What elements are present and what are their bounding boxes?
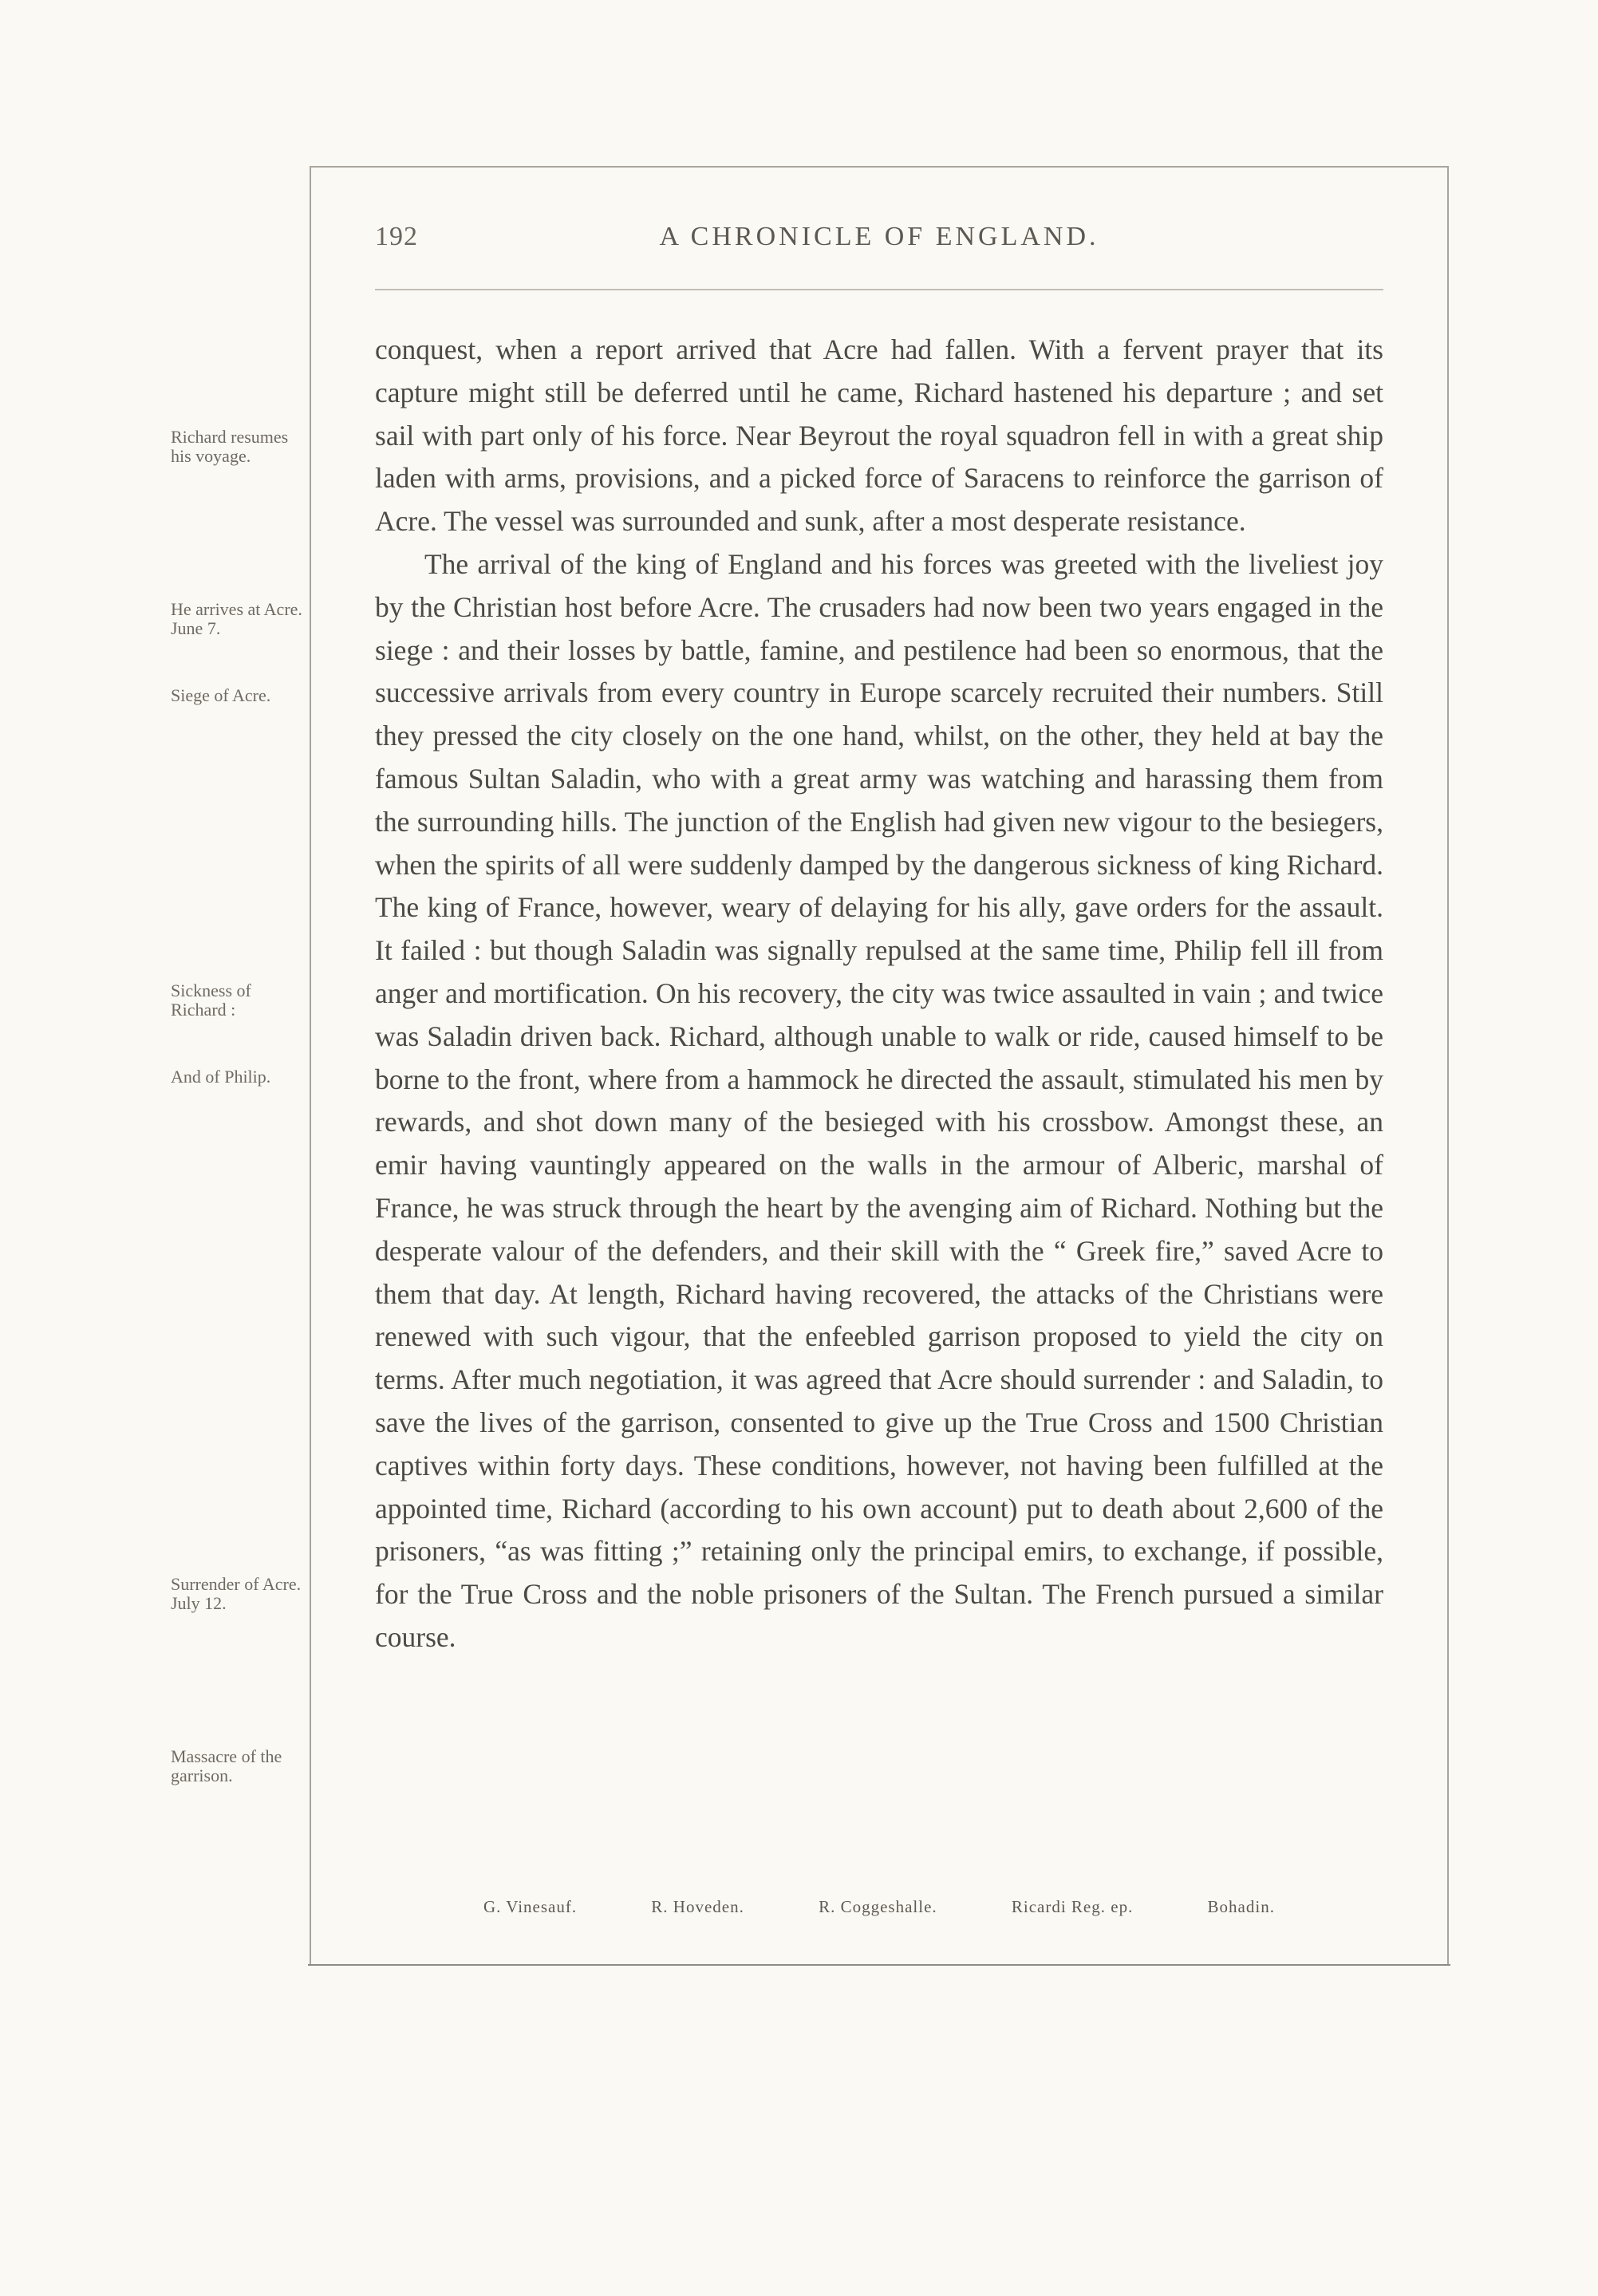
sidenote-surrender-of-acre: Surrender of Acre. July 12. [171,1574,302,1613]
source-citations [375,1897,1383,1917]
sidenote-massacre-of-garrison: Massacre of the garrison. [171,1746,282,1785]
sidenote-siege-of-acre: Siege of Acre. [171,685,271,705]
running-title: A CHRONICLE OF ENGLAND. [659,222,1099,251]
paragraph-2: The arrival of the king of England and his forces was greeted with the liveliest joy by the Christian host before Acre. The crusaders had now been two years engaged in the siege : and their losses by battle, famine, and pestilence had been so enormous, that the successive arrivals from every country in Europe scarcely recruited their numbers. Still they pressed the city closely on the one hand, whilst, on the other, they held at bay the famous Sultan Saladin, who with a great army was watching and harassing them from the surrounding hills. The junction of the English had given new vigour to the besiegers, when the spirits of all were suddenly damped by the dangerous sickness of king Richard. The king of France, however, weary of delaying for his ally, gave orders for the assault. It failed : but though Saladin was signally repulsed at the same time, Philip fell ill from anger and mortification. On his recovery, the city was twice assaulted in vain ; and twice was Saladin driven back. Richard, although unable to walk or ride, caused himself to be borne to the front, where from a hammock he directed the assault, stimulated his men by rewards, and shot down many of the besieged with his crossbow. Amongst these, an emir having vauntingly appeared on the walls in the armour of Alberic, marshal of France, he was struck through the heart by the avenging aim of Richard. Nothing but the desperate valour of the defenders, and their skill with the “ Greek fire,” saved Acre to them that day. At length, Richard having recovered, the attacks of the Christians were renewed with such vigour, that the enfeebled garrison proposed to yield the city on terms. After much negotiation, it was agreed that Acre should surrender : and Saladin, to save the lives of the garrison, consented to give up the True Cross and 1500 Christian captives within forty days. These conditions, however, not having been fulfilled at the appointed time, Richard (according to his own account) put to death about 2,600 of the prisoners, “as was fitting ;” retaining only the principal emirs, to exchange, if possible, for the True Cross and the noble prisoners of the Sultan. The French pursued a similar course. [375,547,1383,1653]
sidenote-sickness-of-richard: Sickness of Richard : [171,980,251,1020]
sidenote-and-of-philip: And of Philip. [171,1067,271,1087]
body-text [375,329,1383,1659]
source-citation: R. Coggeshalle. [819,1897,937,1916]
source-citation: R. Hoveden. [651,1897,744,1916]
header-rule [375,289,1383,290]
page-frame-shadow [308,1964,1450,1966]
sidenote-richard-resumes: Richard resumes his voyage. [171,427,289,466]
page-header [375,222,1383,270]
paragraph-1: conquest, when a report arrived that Acre had fallen. With a fervent prayer that its capture might still be deferred until he came, Richard hastened his departure ; and set sail with part only of his force. Near Beyrout the royal squadron fell in with a great ship laden with arms, provisions, and a picked force of Saracens to reinforce the garrison of Acre. The vessel was surrounded and sunk, after a most desperate resistance. [375,333,1383,538]
page-number: 192 [375,222,418,251]
sidenote-arrives-at-acre: He arrives at Acre. June 7. [171,599,302,638]
source-citation: G. Vinesauf. [483,1897,578,1916]
source-citation: Bohadin. [1207,1897,1275,1916]
source-citation: Ricardi Reg. ep. [1011,1897,1134,1916]
